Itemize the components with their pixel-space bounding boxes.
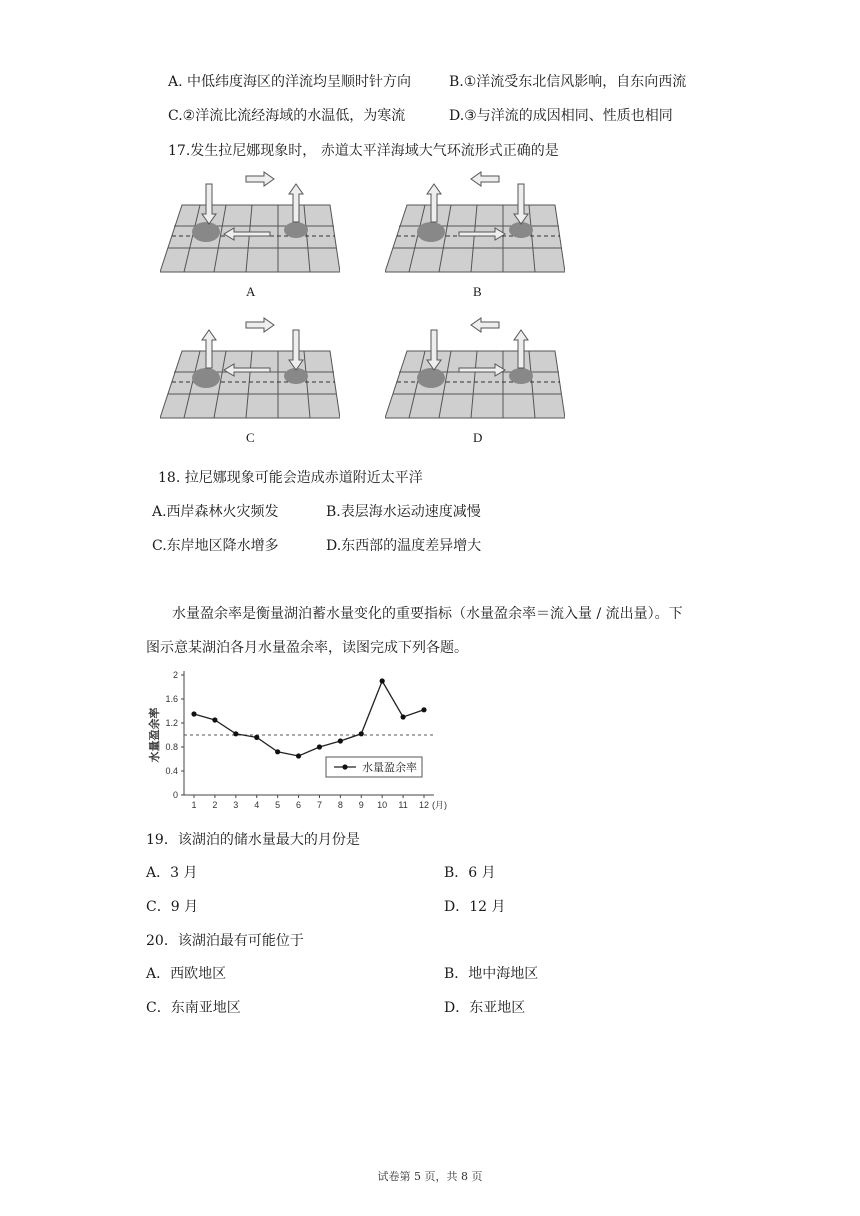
data-point xyxy=(275,749,280,754)
x-tick-label: 7 xyxy=(316,800,322,810)
x-tick-label: 9 xyxy=(358,800,364,810)
y-tick-label: 0 xyxy=(172,790,178,800)
x-tick-label: 3 xyxy=(233,800,239,810)
data-point xyxy=(380,678,385,683)
x-tick-label: 8 xyxy=(337,800,343,810)
x-tick-label: 4 xyxy=(254,800,260,810)
q19-option-d: D．12 月 xyxy=(444,899,506,915)
map-a-label: A xyxy=(246,284,256,299)
map-a xyxy=(160,170,340,280)
q19-option-c: C．9 月 xyxy=(146,899,199,915)
q19-option-b: B．6 月 xyxy=(444,865,496,881)
q18-option-a: A.西岸森林火灾频发 xyxy=(152,504,279,520)
y-axis-title: 水量盈余率 xyxy=(149,707,161,763)
data-point xyxy=(191,711,196,716)
q20-stem: 20．该湖泊最有可能位于 xyxy=(146,933,304,949)
q18-option-c: C.东岸地区降水增多 xyxy=(152,538,279,554)
data-point xyxy=(338,738,343,743)
q20-option-d: D．东亚地区 xyxy=(444,1000,526,1016)
q17-stem: 17.发生拉尼娜现象时， 赤道太平洋海域大气环流形式正确的是 xyxy=(168,143,559,159)
y-tick-label: 1.6 xyxy=(165,694,178,704)
q19-option-a: A．3 月 xyxy=(146,865,198,881)
q20-option-b: B．地中海地区 xyxy=(444,966,539,982)
map-b xyxy=(385,170,565,280)
map-d-label: D xyxy=(473,430,483,445)
x-tick-label: 12 xyxy=(418,800,430,810)
x-tick-label: 2 xyxy=(212,800,218,810)
x-tick-label: 1 xyxy=(191,800,197,810)
map-c xyxy=(160,316,340,426)
q18-option-d: D.东西部的温度差异增大 xyxy=(326,538,482,554)
x-tick-label: 10 xyxy=(377,800,388,810)
q16-option-c: C.②洋流比流经海域的水温低，为寒流 xyxy=(168,108,406,124)
q19-stem: 19．该湖泊的储水量最大的月份是 xyxy=(146,832,360,848)
data-point xyxy=(254,735,259,740)
legend-marker xyxy=(342,764,347,769)
q16-option-b: B.①洋流受东北信风影响，自东向西流 xyxy=(449,74,687,90)
data-point xyxy=(400,714,405,719)
y-tick-label: 0.8 xyxy=(165,742,178,752)
y-tick-label: 2 xyxy=(172,670,178,680)
map-b-label: B xyxy=(473,284,482,299)
water-surplus-chart xyxy=(140,665,470,815)
q18-option-b: B.表层海水运动速度减慢 xyxy=(326,504,481,520)
q16-option-d: D.③与洋流的成因相同、性质也相同 xyxy=(449,108,673,124)
legend-label: 水量盈余率 xyxy=(362,762,417,774)
data-point xyxy=(421,707,426,712)
data-point xyxy=(212,717,217,722)
series-line xyxy=(194,681,424,756)
q18-stem: 18. 拉尼娜现象可能会造成赤道附近太平洋 xyxy=(158,470,423,486)
x-unit-label: (月) xyxy=(432,800,447,810)
y-tick-label: 1.2 xyxy=(165,718,178,728)
page-footer: 试卷第 5 页，共 8 页 xyxy=(377,1170,483,1183)
x-tick-label: 11 xyxy=(398,800,408,810)
q20-option-a: A．西欧地区 xyxy=(146,966,227,982)
passage-line-2: 图示意某湖泊各月水量盈余率，读图完成下列各题。 xyxy=(146,640,468,656)
data-point xyxy=(359,731,364,736)
y-tick-label: 0.4 xyxy=(165,766,178,776)
passage-line-1: 水量盈余率是衡量湖泊蓄水量变化的重要指标（水量盈余率＝流入量 / 流出量）。下 xyxy=(172,606,683,622)
map-d xyxy=(385,316,565,426)
x-tick-label: 5 xyxy=(275,800,281,810)
q16-option-a: A. 中低纬度海区的洋流均呈顺时针方向 xyxy=(168,74,412,90)
data-point xyxy=(233,731,238,736)
q20-option-c: C．东南亚地区 xyxy=(146,1000,241,1016)
data-point xyxy=(317,744,322,749)
data-point xyxy=(296,753,301,758)
map-c-label: C xyxy=(246,430,255,445)
x-tick-label: 6 xyxy=(296,800,302,810)
